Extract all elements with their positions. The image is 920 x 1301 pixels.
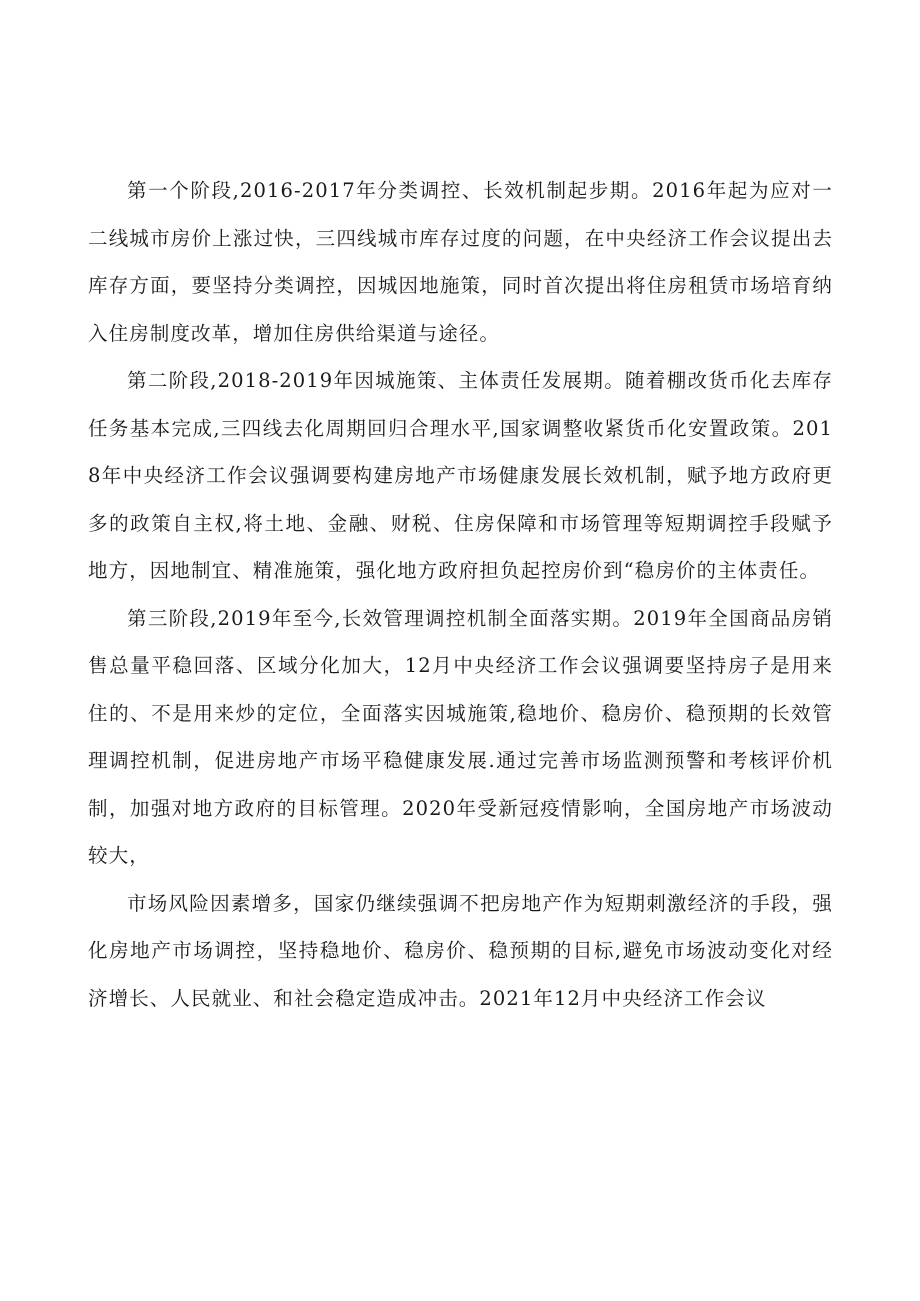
paragraph-stage-one: 第一个阶段,2016-2017年分类调控、长效机制起步期。2016年起为应对一二线城市房价上涨过快，三四线城市库存过度的问题，在中央经济工作会议提出去库存方面，要坚持分类调控，因城因地施策，同时首次提出将住房租赁市场培育纳入住房制度改革，增加住房供给渠道与途径。 bbox=[88, 179, 833, 345]
paragraph-stage-two: 第二阶段,2018-2019年因城施策、主体责任发展期。随着棚改货币化去库存任务基本完成,三四线去化周期回归合理水平,国家调整收紧货币化安置政策。2018年中央经济工作会议强调要构建房地产市场健康发展长效机制，赋予地方政府更多的政策自主权,将土地、金融、财税、住房保障和市场管理等短期调控手段赋予地方，因地制宜、精准施策，强化地方政府担负起控房价到“稳房价的主体责任。 bbox=[88, 369, 833, 582]
document-body bbox=[88, 167, 833, 1022]
paragraph-stage-three: 第三阶段,2019年至今,长效管理调控机制全面落实期。2019年全国商品房销售总量平稳回落、区域分化加大，12月中央经济工作会议强调要坚持房子是用来住的、不是用来炒的定位，全面落实因城施策,稳地价、稳房价、稳预期的长效管理调控机制，促进房地产市场平稳健康发展.通过完善市场监测预警和考核评价机制，加强对地方政府的目标管理。2020年受新冠疫情影响，全国房地产市场波动较大， bbox=[88, 606, 833, 867]
paragraph-market-risk: 市场风险因素增多，国家仍继续强调不把房地产作为短期刺激经济的手段，强化房地产市场调控，坚持稳地价、稳房价、稳预期的目标,避免市场波动变化对经济增长、人民就业、和社会稳定造成冲击。2021年12月中央经济工作会议 bbox=[88, 891, 833, 1010]
